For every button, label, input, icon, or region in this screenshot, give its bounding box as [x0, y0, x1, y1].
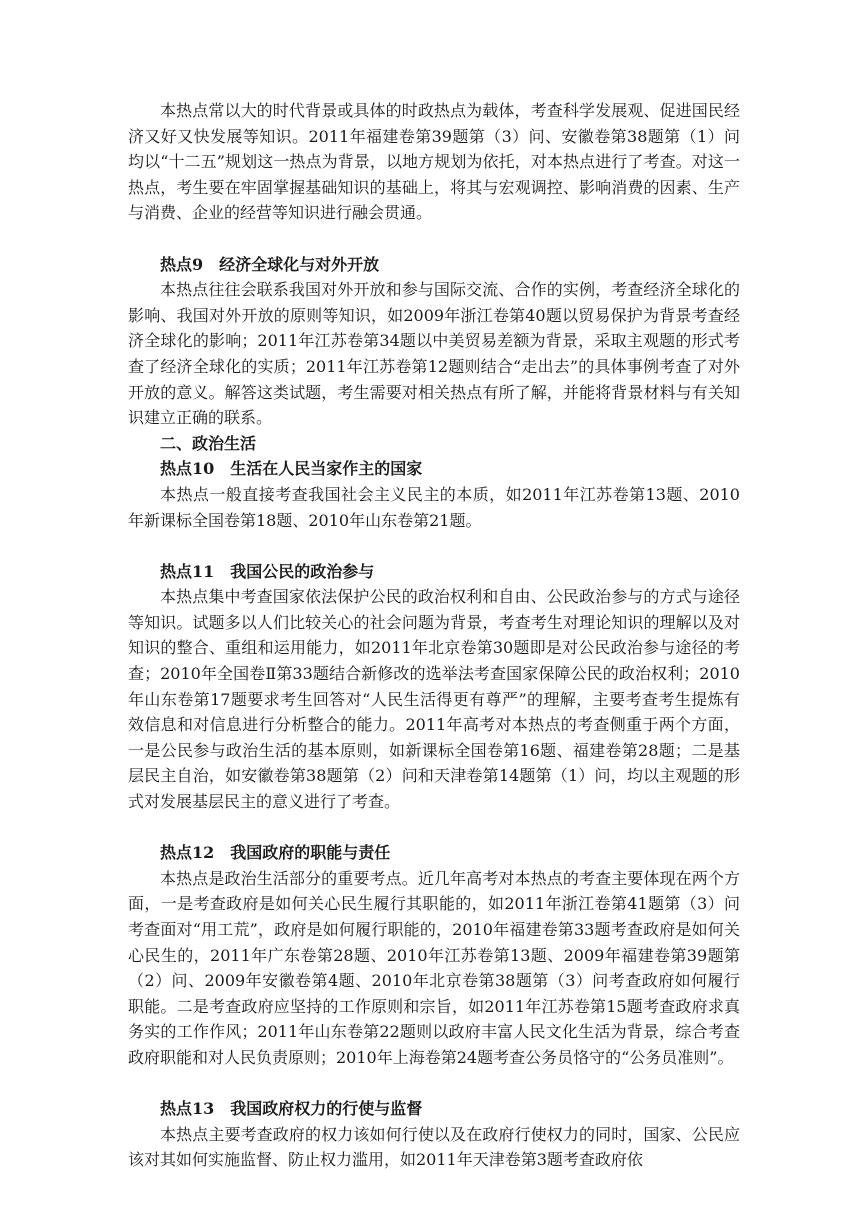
paragraph-hotspot-10: 本热点一般直接考查我国社会主义民主的本质，如2011年江苏卷第13题、2010年新课标全国卷第18题、2010年山东卷第21题。	[128, 484, 740, 530]
spacer	[128, 1071, 740, 1097]
heading-hotspot-13: 热点13 我国政府权力的行使与监督	[160, 1099, 423, 1119]
spacer	[128, 226, 740, 252]
section-heading-political-life: 二、政治生活	[160, 433, 257, 453]
heading-hotspot-11: 热点11 我国公民的政治参与	[160, 561, 375, 581]
heading-hotspot-9: 热点9 经济全球化与对外开放	[160, 254, 380, 274]
paragraph-hotspot-11: 本热点集中考查国家依法保护公民的政治权利和自由、公民政治参与的方式与途径等知识。试题多以人们比较关心的社会问题为背景，考查考生对理论知识的理解以及对知识的整合、重组和运用能力，如2011年北京卷第30题即是对公民政治参与途径的考查；2010年全国卷Ⅱ第33题结合新修改的选举法考查国家保障公民的政治权利；2010年山东卷第17题要求考生回答对“人民生活得更有尊严”的理解，主要考查考生提炼有效信息和对信息进行分析整合的能力。2011年高考对本热点的考查侧重于两个方面，一是公民参与政治生活的基本原则，如新课标全国卷第16题、福建卷第28题；二是基层民主自治，如安徽卷第38题第（2）问和天津卷第14题第（1）问，均以主观题的形式对发展基层民主的意义进行了考查。	[128, 587, 740, 812]
heading-hotspot-10: 热点10 生活在人民当家作主的国家	[160, 459, 423, 479]
heading-hotspot-12: 热点12 我国政府的职能与责任	[160, 843, 391, 863]
spacer	[128, 815, 740, 841]
paragraph-hotspot-9: 本热点往往会联系我国对外开放和参与国际交流、合作的实例，考查经济全球化的影响、我国对外开放的原则等知识，如2009年浙江卷第40题以贸易保护为背景考查经济全球化的影响；2011年江苏卷第34题以中美贸易差额为背景，采取主观题的形式考查了经济全球化的实质；2011年江苏卷第12题则结合“走出去”的具体事例考查了对外开放的意义。解答这类试题，考生需要对相关热点有所了解，并能将背景材料与有关知识建立正确的联系。	[128, 280, 740, 428]
paragraph-hotspot-13: 本热点主要考查政府的权力该如何行使以及在政府行使权力的同时，国家、公民应该对其如何实施监督、防止权力滥用，如2011年天津卷第3题考查政府依	[128, 1124, 740, 1170]
paragraph-economy-development: 本热点常以大的时代背景或具体的时政热点为载体，考查科学发展观、促进国民经济又好又快发展等知识。2011年福建卷第39题第（3）问、安徽卷第38题第（1）问均以“十二五”规划这一热点为背景，以地方规划为依托，对本热点进行了考查。对这一热点，考生要在牢固掌握基础知识的基础上，将其与宏观调控、影响消费的因素、生产与消费、企业的经营等知识进行融会贯通。	[128, 101, 740, 223]
spacer	[128, 533, 740, 559]
paragraph-hotspot-12: 本热点是政治生活部分的重要考点。近几年高考对本热点的考查主要体现在两个方面，一是考查政府是如何关心民生履行其职能的，如2011年浙江卷第41题第（3）问考查面对“用工荒”，政府是如何履行职能的，2010年福建卷第33题考查政府是如何关心民生的，2011年广东卷第28题、2010年江苏卷第13题、2009年福建卷第39题第（2）问、2009年安徽卷第4题、2010年北京卷第38题第（3）问考查政府如何履行职能。二是考查政府应坚持的工作原则和宗旨，如2011年江苏卷第15题考查政府求真务实的工作作风；2011年山东卷第22题则以政府丰富人民文化生活为背景，综合考查政府职能和对人民负责原则；2010年上海卷第24题考查公务员恪守的“公务员准则”。	[128, 868, 740, 1067]
